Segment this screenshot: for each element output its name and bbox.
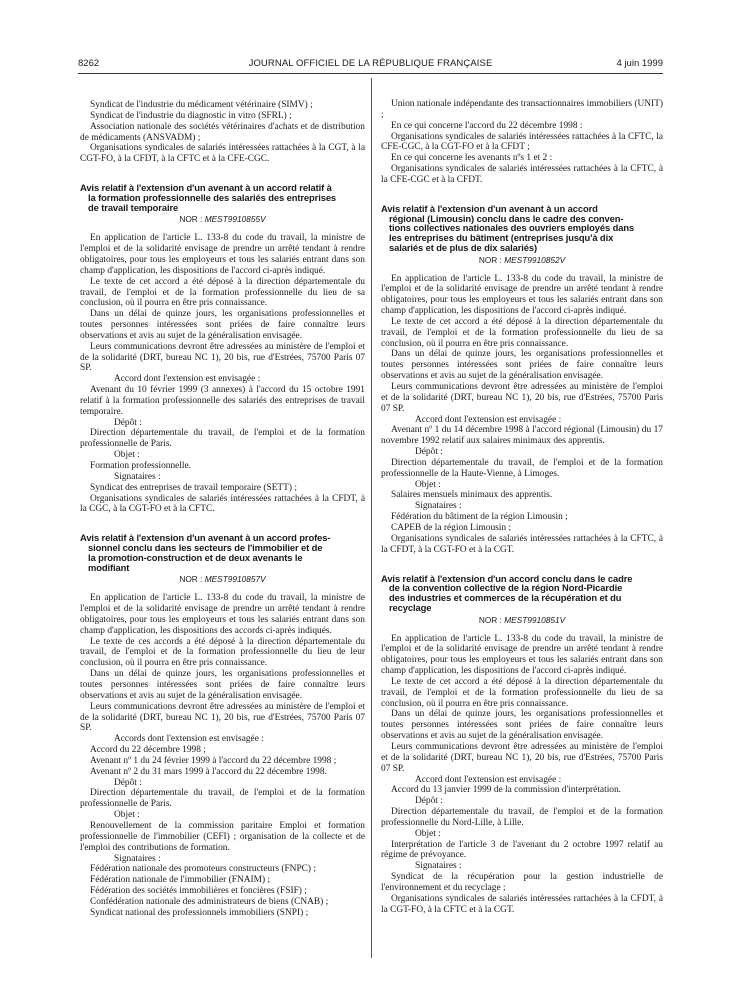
page-header [78,58,663,74]
paragraph: Renouvellement de la commission paritaire Emploi et formation professionnelle de l'immobilier (CEFI) ; organisation de la collecte et de l'emploi des contributions de formation. [80,820,365,853]
paragraph: Salaires mensuels minimaux des apprentis. [391,490,553,501]
paragraph: En application de l'article L. 133-8 du code du travail, la ministre de l'emploi et de la solidarité envisage de prendre un arrêté tendant à rendre obligatoires, pour tous les employeurs et tous les salariés entrant dans son champ d'application, les dispositions de l'accord ci-après indiqué. [381,273,663,317]
paragraph: En application de l'article L. 133-8 du code du travail, la ministre de l'emploi et de la solidarité envisage de prendre un arrêté tendant à rendre obligatoires, pour tous les employeurs et tous les salariés entrant dans son champ d'application, les dispositions des accords ci-après indiqués. [80,593,365,636]
paragraph: Dans un délai de quinze jours, les organisations professionnelles et toutes personnes intéressées sont priées de faire connaître leurs observations et avis au sujet de la généralisation envisagée. [80,309,365,341]
paragraph: Fédération du bâtiment de la région Limousin ; [391,512,568,523]
section-label: Dépôt : [114,777,142,788]
section-label: Dépôt : [415,447,443,458]
paragraph: Organisations syndicales de salariés intéressées rattachées à la CGT, à la CGT-FO, à la CFDT, à la CFTC et à la CFE-CGC. [80,143,365,165]
section-label: Objet : [114,450,140,461]
paragraph: Leurs communications devront être adressées au ministère de l'emploi et de la solidarité (DRT, bureau NC 1), 20 bis, rue d'Estrées, 75700 Paris 07 SP. [381,741,663,774]
paragraph: Avenant du 10 février 1999 (3 annexes) à l'accord du 15 octobre 1991 relatif à la formation professionnelle des salariés des entreprises de travail temporaire. [80,385,365,417]
paragraph: Accord du 13 janvier 1999 de la commission d'interprétation. [391,785,622,796]
paragraph: Association nationale des sociétés vétérinaires d'achats et de distribution de médicaments (ANSVADM) ; [80,121,365,143]
paragraph: Direction départementale du travail, de l'emploi et de la formation professionnelle de Paris. [80,428,365,450]
paragraph: Le texte de cet accord a été déposé à la direction départementale du travail, de l'emploi et de la formation professionnelle du lieu de sa conclusion, où il pourra en être pris connaissance. [381,316,663,349]
issue-date: 4 juin 1999 [616,58,663,69]
paragraph: Leurs communications devront être adressées au ministère de l'emploi et de la solidarité (DRT, bureau NC 1), 20 bis, rue d'Estrées, 75700 Paris 07 SP. [80,341,365,374]
notice-title: Avis relatif à l'extension d'un avenant à un accord régional (Limousin) conclu dans le cadre des conven- tions collectives nationales des ouvriers employés dans les entreprises du bâtiment (entreprises jusqu'à dix salariés et de plus de dix salariés) [381,202,635,253]
notice-title: Avis relatif à l'extension d'un accord conclu dans le cadre de la convention collective de la région Nord-Picardie des industries et commerces de la récupération et du recyclage [381,572,633,613]
section-label: Dépôt : [415,796,443,807]
header-rule [78,73,663,74]
paragraph: Le texte de cet accord a été déposé à la direction départementale du travail, de l'emploi et de la formation professionnelle du lieu de sa conclusion, où il pourra en être pris connaissance. [80,276,365,309]
paragraph: Organisations syndicales de salariés intéressées rattachées à la CFDT, à la CGT-FO, à la CFTC et à la CGT. [381,893,663,915]
paragraph: Formation professionnelle. [90,461,192,472]
paragraph: Leurs communications devront être adressées au ministère de l'emploi et de la solidarité (DRT, bureau NC 1), 20 bis, rue d'Estrées, 75700 Paris 07 SP. [381,382,663,414]
paragraph: Direction départementale du travail, de l'emploi et de la formation professionnelle du Nord-Lille, à Lille. [381,807,663,828]
paragraph: Fédération nationale de l'immobilier (FNAIM) ; [90,875,271,886]
paragraph: Direction départementale du travail, de l'emploi et de la formation professionnelle de Paris. [80,788,365,810]
right-column [381,99,663,915]
paragraph: Syndicat des entreprises de travail temporaire (SETT) ; [90,482,297,493]
paragraph: En application de l'article L. 133-8 du code du travail, la ministre de l'emploi et de la solidarité envisage de prendre un arrêté tendant à rendre obligatoires, pour tous les employeurs et tous les salariés entrant dans son champ d'application, les dispositions de l'accord ci-après indiqué. [80,233,365,276]
paragraph: Leurs communications devront être adressées au ministère de l'emploi et de la solidarité (DRT, bureau NC 1), 20 bis, rue d'Estrées, 75700 Paris 07 SP. [80,701,365,734]
paragraph: Interprétation de l'article 3 de l'avenant du 2 octobre 1997 relatif au régime de prévoyance. [381,839,663,861]
notice-title: Avis relatif à l'extension d'un avenant à un accord profes- sionnel conclu dans les secteurs de l'immobilier et de la promotion-construction et de deux avenants le modifiant [80,532,331,573]
paragraph: En ce qui concerne l'accord du 22 décembre 1998 : [391,120,583,131]
paragraph: Avenant nº 2 du 31 mars 1999 à l'accord du 22 décembre 1998. [90,766,327,777]
paragraph: Syndicat national des professionnels immobiliers (SNPI) ; [90,907,309,918]
section-label: Objet : [415,828,441,839]
section-label: Accord dont l'extension est envisagée : [415,414,562,425]
column-divider [371,78,372,958]
paragraph: Avenant nº 1 du 24 février 1999 à l'accord du 22 décembre 1998 ; [90,755,337,766]
section-label: Objet : [114,810,140,821]
nor-reference: NOR : MEST9910857V [179,574,266,585]
paragraph: CAPEB de la région Limousin ; [391,522,512,533]
section-label: Accords dont l'extension est envisagée : [114,734,264,745]
section-label: Signataires : [415,861,462,872]
paragraph: Le texte de cet accord a été déposé à la direction départementale du travail, de l'emploi et de la formation professionnelle du lieu de sa conclusion, où il pourra en être pris connaissance. [381,676,663,709]
journal-title: JOURNAL OFFICIEL DE LA RÉPUBLIQUE FRANÇAISE [248,58,493,69]
paragraph: Confédération nationale des administrateurs de biens (CNAB) ; [90,896,329,907]
paragraph: Organisations syndicales de salariés intéressées rattachées à la CFTC, la CFE-CGC, à la CGT-FO et à la CFDT ; [381,131,663,153]
section-label: Signataires : [114,471,161,482]
nor-reference: NOR : MEST9910855V [179,214,266,225]
section-label: Objet : [415,479,441,490]
section-label: Signataires : [415,501,462,512]
notice-title: Avis relatif à l'extension d'un avenant à un accord relatif à la formation professionnelle des salariés des entreprises de travail temporaire [80,182,337,213]
paragraph: Syndicat de la récupération pour la gestion industrielle de l'environnement et du recyclage ; [381,872,663,893]
paragraph: Fédération nationale des promoteurs constructeurs (FNPC) ; [90,864,316,875]
paragraph: Le texte de ces accords a été déposé à la direction départementale du travail, de l'emploi et de la formation professionnelle du lieu de leur conclusion, où il pourra en être pris connaissance. [80,636,365,669]
section-label: Dépôt : [114,417,142,428]
paragraph: Union nationale indépendante des transactionnaires immobiliers (UNIT) ; [381,99,663,120]
paragraph: Fédération des sociétés immobilières et foncières (FSIF) ; [90,886,307,897]
page-number: 8262 [78,58,100,69]
paragraph: Organisations syndicales de salariés intéressées rattachées à la CFTC, à la CFDT, à la CGT-FO et à la CGT. [381,533,663,555]
left-column [80,100,365,919]
paragraph: En ce qui concerne les avenants nºs 1 et 2 : [391,153,553,164]
section-label: Accord dont l'extension est envisagée : [114,374,261,385]
paragraph: Dans un délai de quinze jours, les organisations professionnelles et toutes personnes intéressées sont priées de faire connaître leurs observations et avis au sujet de la généralisation envisagée. [381,349,663,382]
paragraph: Organisations syndicales de salariés intéressées rattachées à la CFDT, à la CGC, à la CGT-FO et à la CFTC. [80,493,365,515]
section-label: Signataires : [114,853,161,864]
paragraph: Syndicat de l'industrie du médicament vétérinaire (SIMV) ; [90,100,313,110]
paragraph: Dans un délai de quinze jours, les organisations professionnelles et toutes personnes intéressées sont priées de faire connaître leurs observations et avis au sujet de la généralisation envisagée. [381,709,663,742]
paragraph: Syndicat de l'industrie du diagnostic in vitro (SFRL) ; [90,110,292,121]
paragraph: Dans un délai de quinze jours, les organisations professionnelles et toutes personnes intéressées sont priées de faire connaître leurs observations et avis au sujet de la généralisation envisagée. [80,669,365,701]
paragraph: Direction départementale du travail, de l'emploi et de la formation professionnelle de la Haute-Vienne, à Limoges. [381,457,663,479]
nor-reference: NOR : MEST9910852V [478,254,566,265]
section-label: Accord dont l'extension est envisagée : [415,774,562,785]
paragraph: En application de l'article L. 133-8 du code du travail, la ministre de l'emploi et de la solidarité envisage de prendre un arrêté tendant à rendre obligatoires, pour tous les employeurs et tous les salariés entrant dans son champ d'application, les dispositions de l'accord ci-après indiqué. [381,633,663,677]
paragraph: Organisations syndicales de salariés intéressées rattachées à la CFTC, à la CFE-CGC et à la CFDT. [381,164,663,185]
nor-reference: NOR : MEST9910851V [478,614,566,625]
paragraph: Accord du 22 décembre 1998 ; [90,745,206,756]
paragraph: Avenant nº 1 du 14 décembre 1998 à l'accord régional (Limousin) du 17 novembre 1992 relatif aux salaires minimaux des apprentis. [381,425,663,447]
